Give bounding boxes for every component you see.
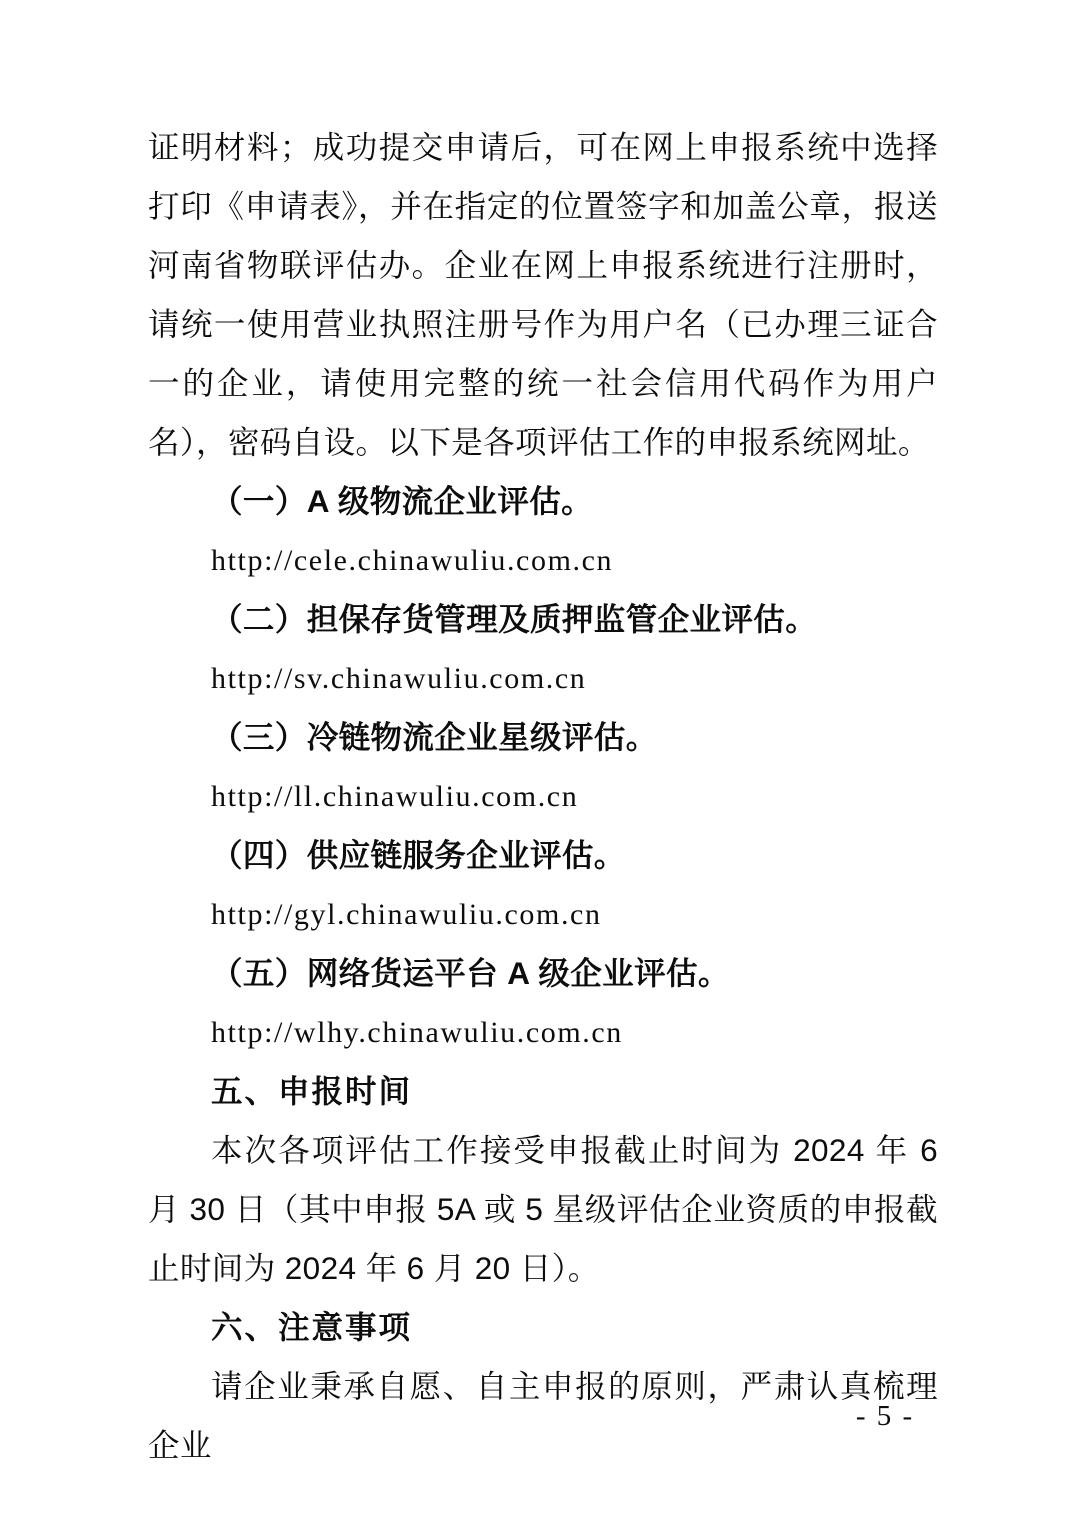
list-item-heading-1: （一）A 级物流企业评估。: [211, 483, 594, 519]
list-item-heading-4: （四）供应链服务企业评估。: [211, 837, 626, 873]
list-item-url-1[interactable]: http://cele.chinawuliu.com.cn: [211, 544, 614, 577]
paragraph-continuation: 证明材料；成功提交申请后，可在网上申报系统中选择打印《申请表》，并在指定的位置签字和加盖公章，报送河南省物联评估办。企业在网上申报系统进行注册时，请统一使用营业执照注册号作为用户名（已办理三证合一的企业，请使用完整的统一社会信用代码作为用户名），密码自设。以下是各项评估工作的申报系统网址。: [148, 129, 938, 460]
list-item-url-5[interactable]: http://wlhy.chinawuliu.com.cn: [211, 1016, 623, 1049]
page-number: [0, 1400, 1080, 1433]
list-item-url-4[interactable]: http://gyl.chinawuliu.com.cn: [211, 898, 602, 931]
list-item-heading-2: （二）担保存货管理及质押监管企业评估。: [211, 601, 818, 637]
list-item-url-2[interactable]: http://sv.chinawuliu.com.cn: [211, 662, 587, 695]
list-item-heading-5: （五）网络货运平台 A 级企业评估。: [211, 955, 730, 991]
list-item-heading-3: （三）冷链物流企业星级评估。: [211, 719, 658, 755]
section-heading-five: 五、申报时间: [211, 1073, 413, 1109]
list-item-url-3[interactable]: http://ll.chinawuliu.com.cn: [211, 780, 579, 813]
section-heading-six: 六、注意事项: [211, 1309, 413, 1345]
page-number-label: - 5 -: [855, 1400, 915, 1432]
section-five-paragraph: 本次各项评估工作接受申报截止时间为 2024 年 6 月 30 日（其中申报 5A 或 5 星级评估企业资质的申报截止时间为 2024 年 6 月 20 日）。: [148, 1132, 938, 1286]
document-body: [148, 118, 938, 1475]
section-six-paragraph: 请企业秉承自愿、自主申报的原则，严肃认真梳理企业: [148, 1368, 938, 1463]
